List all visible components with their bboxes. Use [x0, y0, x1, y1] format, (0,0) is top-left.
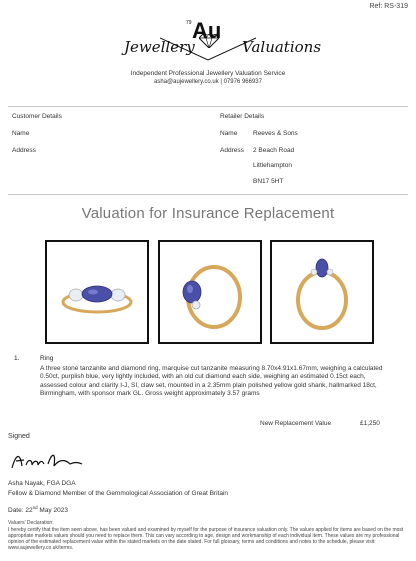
customer-heading: Customer Details [12, 113, 62, 120]
retailer-address-label: Address [220, 147, 244, 154]
ring-front-image [47, 242, 147, 342]
date-prefix: Date: 22 [8, 507, 33, 515]
item-description: A three stone tanzanite and diamond ring, marquise cut tanzanite measuring 8.70x4.91x1.67mm, weighing a calculated 0.50ct, purplish blue, very lightly included, with an old cut diamond each side, weighing an estimated 0.15ct each, assessed colour and clarity I-J, SI, claw set, mounted in a 2.35mm plain polished yellow gold shank, hallmarked 18ct, Birmingham, with sponsor mark GL. Gross weight approximately 3.57 grams [40, 365, 383, 397]
logo-superscript: 79 [186, 20, 192, 26]
retailer-heading: Retailer Details [220, 113, 265, 120]
date-suffix: May 2023 [37, 507, 68, 515]
signer-membership: Fellow & Diamond Member of the Gemmological Association of Great Britain [8, 490, 229, 497]
declaration-text: I hereby certify that the item seen above, has been valued and examined by myself for the purpose of insurance valuation only. The values applied for items are based on the most appropriate markets values should you need to replace them. This can vary according to age, design and workmanship of each individual item. These values are my professional opinion of the estimated replacement value within the stated markets on the date stated. For full glossary, terms and conditions and notes to the schedule, please visit: www.aujewellery.co.uk/terms. [8, 527, 404, 551]
replacement-value: £1,250 [360, 420, 380, 427]
ring-front-photo [45, 240, 149, 344]
signer-name: Asha Nayak, FGA DGA [8, 480, 76, 487]
logo-frame-lines [160, 36, 256, 62]
signed-label: Signed [8, 433, 30, 440]
logo-center: Au [192, 18, 222, 43]
retailer-address-line: Littlehampton [253, 162, 293, 169]
declaration-heading: Valuers' Declaration: [8, 520, 54, 526]
divider [8, 106, 408, 107]
valuation-date [8, 505, 68, 514]
logo-left-word: Jewellery [124, 38, 195, 56]
company-logo [0, 14, 416, 66]
retailer-name-label: Name [220, 130, 238, 137]
reference-number: Ref: RS-319 [369, 3, 408, 10]
header-subtitle: Independent Professional Jewellery Valuation Service [130, 70, 286, 77]
ring-side-image [160, 242, 260, 342]
retailer-name: Reeves & Sons [253, 130, 298, 137]
retailer-address-line: 2 Beach Road [253, 147, 295, 154]
item-number: 1. [14, 355, 20, 362]
logo-right-word: Valuations [242, 38, 322, 56]
page-title: Valuation for Insurance Replacement [81, 205, 335, 222]
retailer-address-line: BN17 5HT [253, 178, 284, 185]
date-ordinal: nd [32, 505, 38, 510]
item-title: Ring [40, 355, 54, 362]
customer-address-label: Address [12, 147, 36, 154]
ring-side-photo [158, 240, 262, 344]
ring-shank-photo [270, 240, 374, 344]
replacement-value-label: New Replacement Value [260, 420, 332, 427]
ring-shank-image [272, 242, 372, 342]
handwritten-signature [8, 448, 88, 474]
divider [8, 194, 408, 195]
header-contact: asha@aujewellery.co.uk | 07976 966937 [154, 79, 262, 85]
customer-name-label: Name [12, 130, 30, 137]
